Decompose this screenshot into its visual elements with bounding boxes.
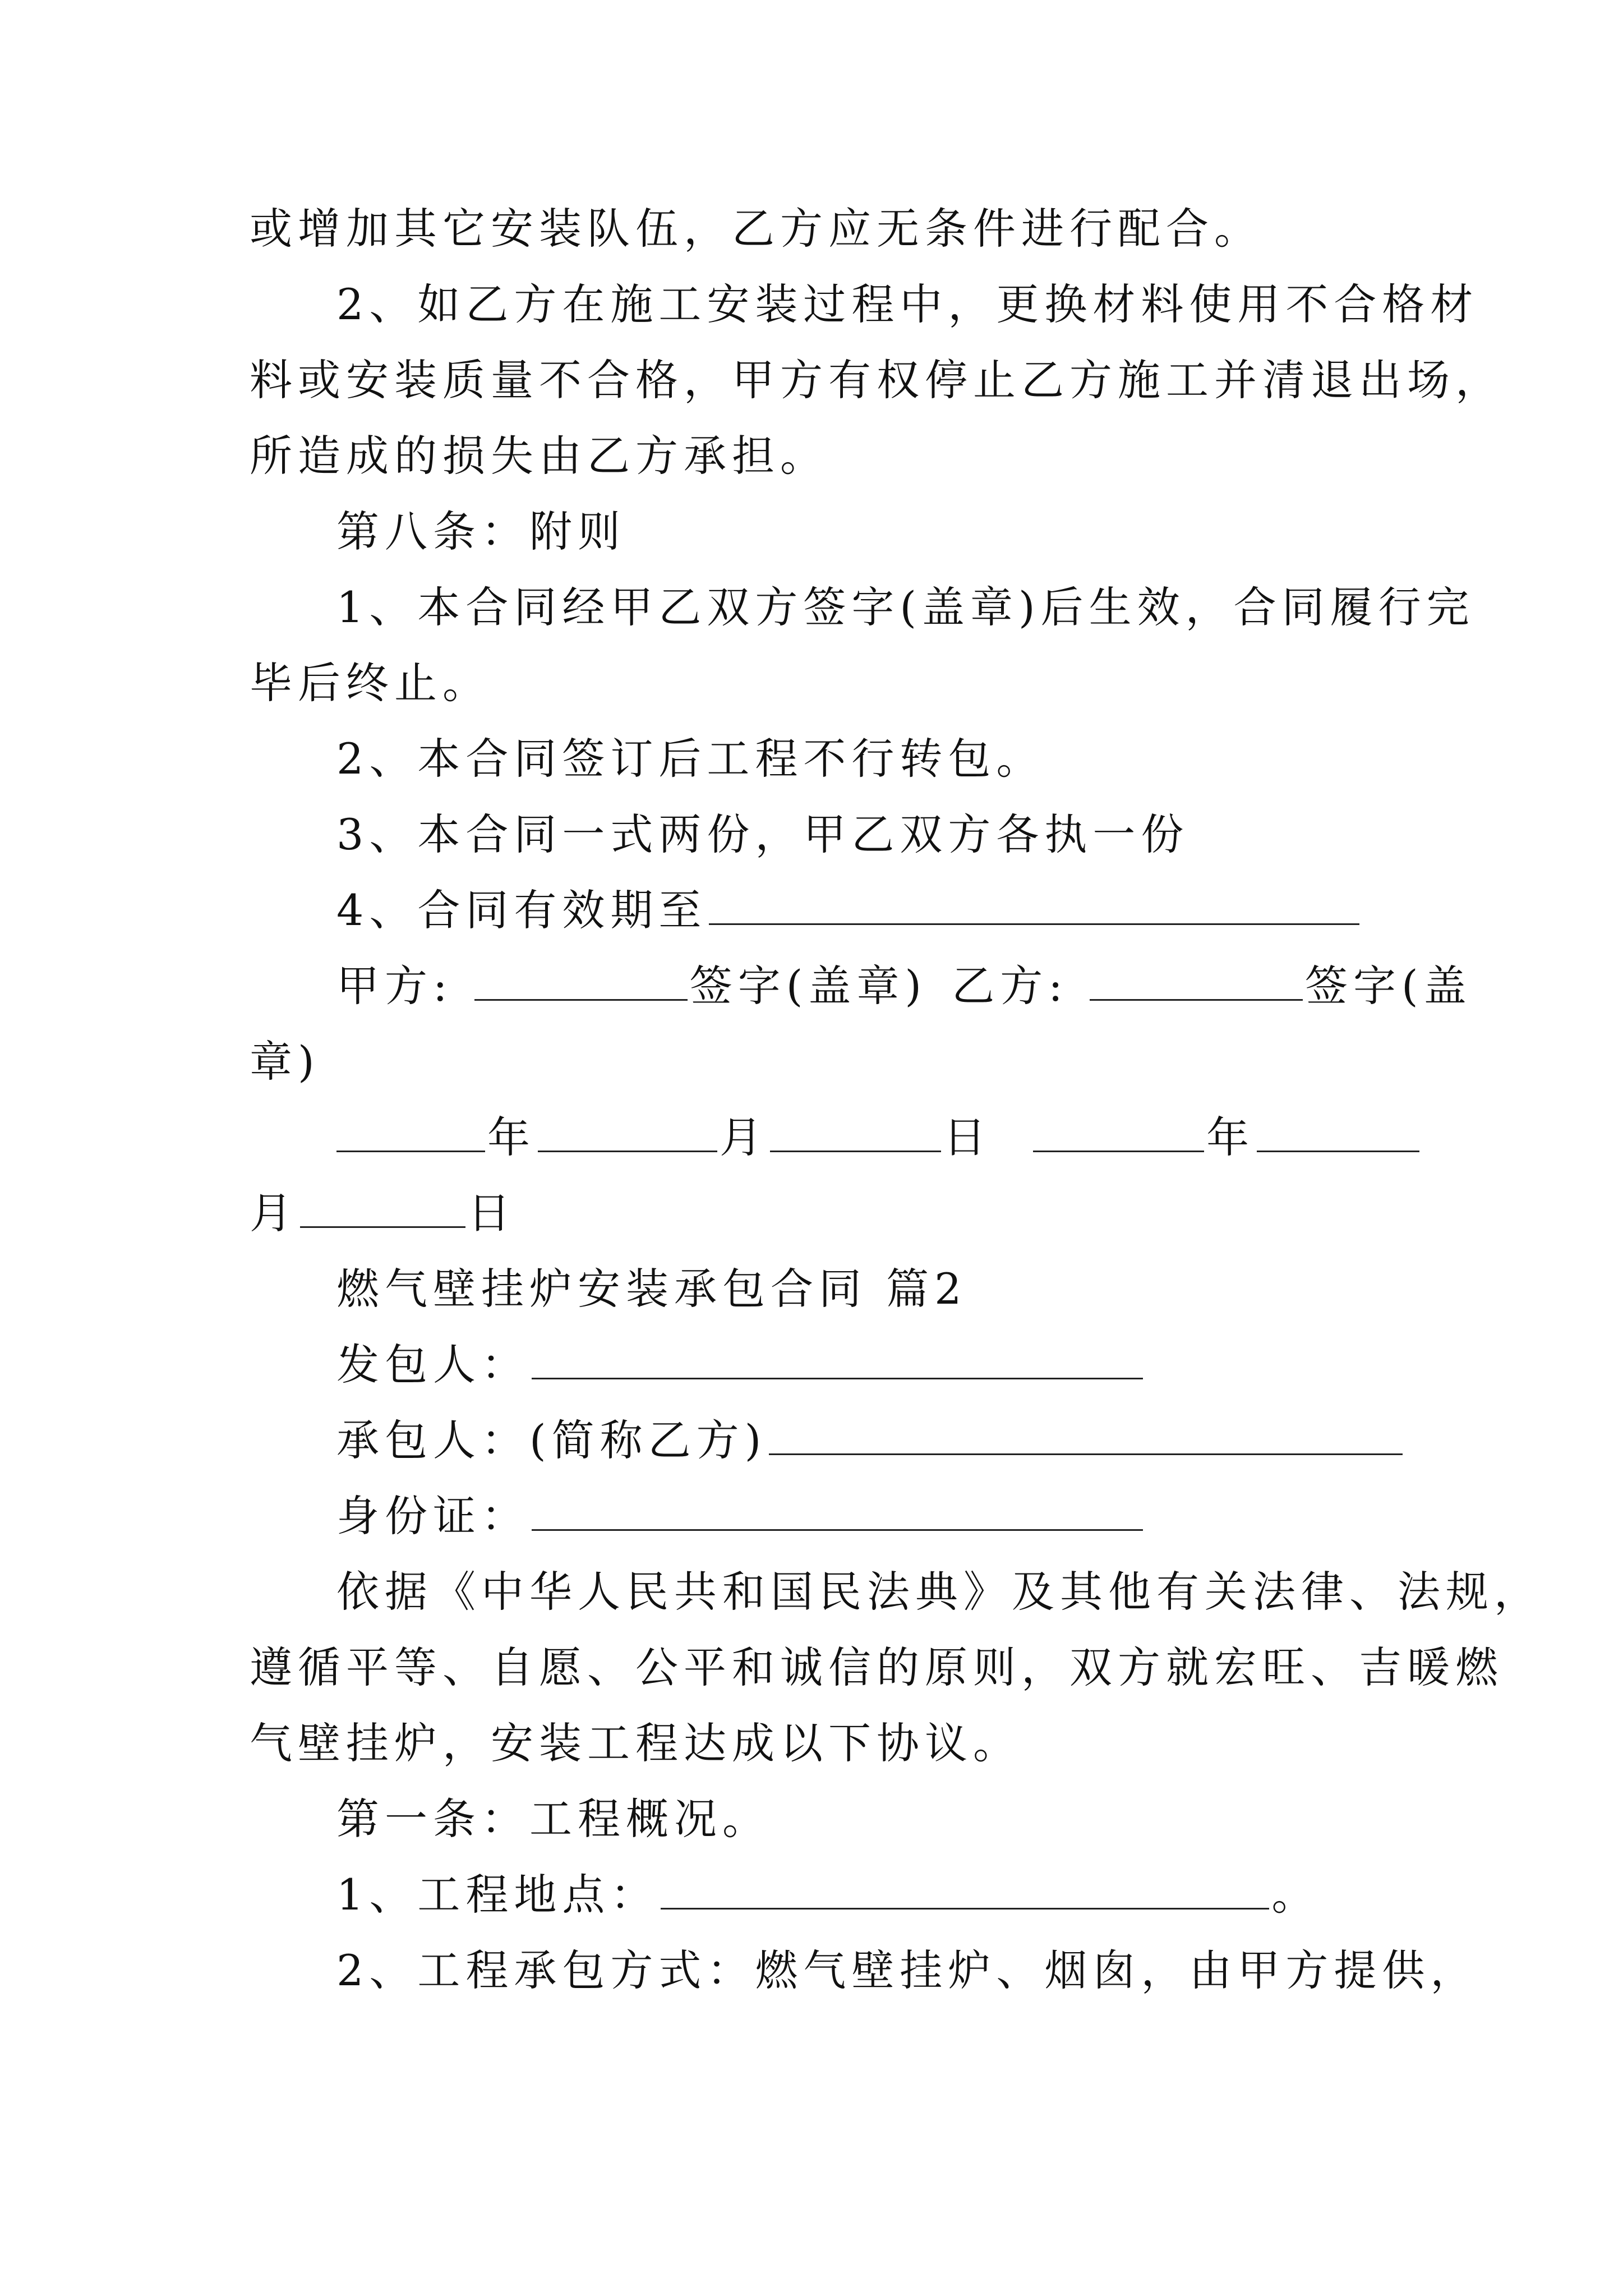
text-line: 3、本合同一式两份，甲乙双方各执一份 — [336, 809, 1189, 859]
text-line: 气壁挂炉，安装工程达成以下协议。 — [250, 1718, 1021, 1768]
location-label: 1、工程地点： — [336, 1870, 659, 1920]
day-blank[interactable] — [300, 1189, 465, 1228]
party-b-label: 乙方: — [952, 961, 1068, 1011]
text-line: 2、本合同签订后工程不行转包。 — [336, 734, 1045, 784]
validity-blank[interactable] — [709, 886, 1359, 925]
month-blank[interactable] — [1257, 1114, 1419, 1152]
text-line: 2、如乙方在施工安装过程中，更换材料使用不合格材 — [336, 279, 1479, 329]
month-blank[interactable] — [538, 1114, 717, 1152]
contractor-line — [336, 1412, 1405, 1469]
text-line: 1、本合同经甲乙双方签字(盖章)后生效，合同履行完 — [336, 582, 1475, 632]
text-line: 章) — [250, 1037, 320, 1087]
year-blank[interactable] — [1033, 1114, 1204, 1152]
location-line — [336, 1867, 1320, 1923]
location-blank[interactable] — [661, 1871, 1269, 1910]
party-a-label: 甲方: — [336, 961, 453, 1011]
section-heading: 第一条：工程概况。 — [336, 1794, 771, 1844]
year-label: 年 — [1206, 1112, 1255, 1162]
text-line: 所造成的损失由乙方承担。 — [250, 431, 828, 481]
date-line — [336, 1110, 1422, 1166]
employer-label: 发包人： — [336, 1340, 529, 1389]
contractor-label: 承包人：(简称乙方) — [336, 1415, 767, 1465]
year-label: 年 — [487, 1112, 536, 1162]
text-line: 毕后终止。 — [250, 658, 491, 708]
text-line: 遵循平等、自愿、公平和诚信的原则，双方就宏旺、吉暖燃 — [250, 1642, 1504, 1692]
location-period: 。 — [1271, 1870, 1320, 1920]
party-a-blank[interactable] — [474, 962, 688, 1001]
party-b-blank[interactable] — [1090, 962, 1303, 1001]
month-label: 月 — [250, 1188, 298, 1238]
text-line: 料或安装质量不合格，甲方有权停止乙方施工并清退出场， — [250, 355, 1504, 405]
signature-line — [336, 958, 1472, 1014]
id-label: 身份证： — [336, 1491, 529, 1541]
day-blank[interactable] — [770, 1114, 941, 1152]
text-line: 2、工程承包方式：燃气壁挂炉、烟囱，由甲方提供， — [336, 1945, 1479, 1995]
validity-line — [336, 882, 1362, 938]
date-line — [250, 1185, 516, 1241]
employer-blank[interactable] — [532, 1341, 1143, 1379]
text-line: 依据《中华人民共和国民法典》及其他有关法律、法规， — [336, 1567, 1542, 1617]
year-blank[interactable] — [336, 1114, 485, 1152]
section-heading: 第八条：附则 — [336, 507, 626, 556]
id-line — [336, 1488, 1145, 1544]
employer-line — [336, 1337, 1145, 1393]
month-label: 月 — [720, 1112, 768, 1162]
text-line: 或增加其它安装队伍，乙方应无条件进行配合。 — [250, 204, 1262, 254]
validity-label: 4、合同有效期至 — [336, 885, 707, 935]
party-b-sign-label: 签字(盖 — [1305, 961, 1472, 1011]
contract-title: 燃气壁挂炉安装承包合同 篇2 — [336, 1264, 967, 1314]
contractor-blank[interactable] — [769, 1416, 1403, 1455]
party-a-sign-label: 签字(盖章) — [689, 961, 928, 1011]
id-blank[interactable] — [532, 1492, 1143, 1531]
day-label: 日 — [943, 1112, 992, 1162]
day-label: 日 — [468, 1188, 516, 1238]
